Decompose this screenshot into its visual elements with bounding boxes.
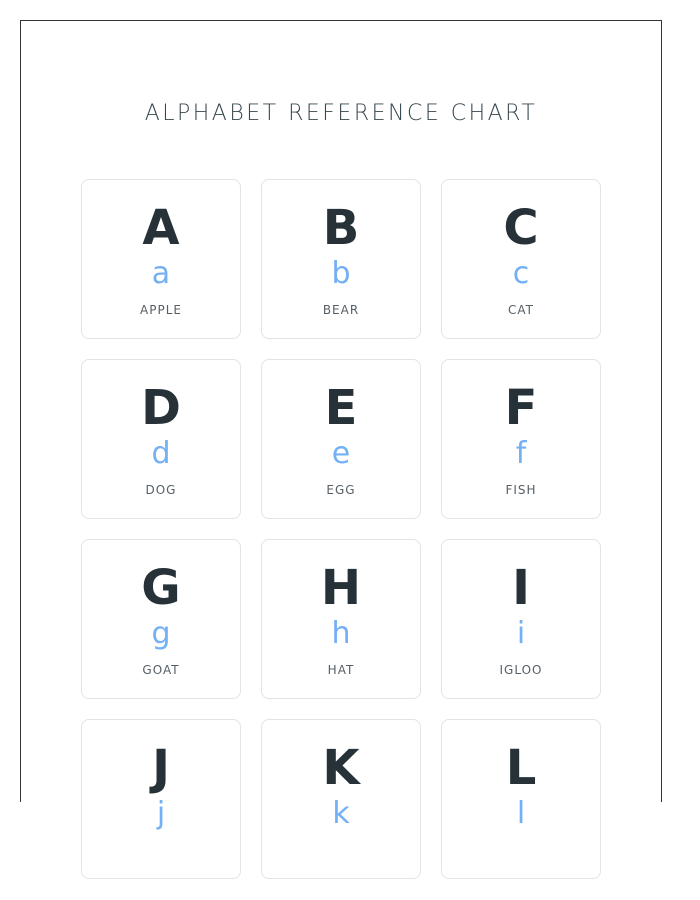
uppercase-letter: E bbox=[324, 380, 358, 436]
lowercase-letter: e bbox=[331, 436, 351, 471]
uppercase-letter: C bbox=[503, 200, 539, 256]
example-word: IGLOO bbox=[499, 663, 543, 677]
example-word: DOG bbox=[145, 483, 177, 497]
letter-card bbox=[441, 719, 601, 879]
example-word: BEAR bbox=[322, 303, 360, 317]
lowercase-letter: l bbox=[516, 796, 526, 831]
uppercase-letter: B bbox=[322, 200, 360, 256]
uppercase-letter: K bbox=[322, 740, 360, 796]
lowercase-letter: d bbox=[151, 436, 171, 471]
letter-card bbox=[81, 179, 241, 339]
letter-card bbox=[261, 359, 421, 519]
chart-viewport bbox=[20, 20, 662, 831]
lowercase-letter: k bbox=[332, 796, 350, 831]
letter-card bbox=[441, 359, 601, 519]
example-word: HAT bbox=[327, 663, 355, 677]
page-title: ALPHABET REFERENCE CHART bbox=[144, 101, 538, 126]
letter-card bbox=[261, 539, 421, 699]
letter-card bbox=[441, 539, 601, 699]
uppercase-letter: I bbox=[512, 560, 530, 616]
letter-card bbox=[441, 179, 601, 339]
uppercase-letter: G bbox=[141, 560, 181, 616]
example-word: CAT bbox=[508, 303, 534, 317]
example-word: FISH bbox=[505, 483, 537, 497]
uppercase-letter: H bbox=[320, 560, 362, 616]
uppercase-letter: D bbox=[141, 380, 181, 436]
letter-card bbox=[261, 179, 421, 339]
example-word: APPLE bbox=[140, 303, 182, 317]
uppercase-letter: J bbox=[152, 740, 170, 796]
lowercase-letter: c bbox=[512, 256, 530, 291]
letter-card bbox=[261, 719, 421, 879]
uppercase-letter: L bbox=[505, 740, 537, 796]
uppercase-letter: F bbox=[504, 380, 538, 436]
lowercase-letter: f bbox=[515, 436, 527, 471]
letter-grid bbox=[81, 179, 601, 879]
lowercase-letter: h bbox=[331, 616, 351, 651]
letter-card bbox=[81, 719, 241, 879]
example-word: EGG bbox=[326, 483, 356, 497]
lowercase-letter: i bbox=[516, 616, 526, 651]
lowercase-letter: g bbox=[151, 616, 171, 651]
lowercase-letter: b bbox=[331, 256, 351, 291]
example-word: GOAT bbox=[142, 663, 180, 677]
lowercase-letter: a bbox=[151, 256, 171, 291]
uppercase-letter: A bbox=[142, 200, 180, 256]
letter-card bbox=[81, 539, 241, 699]
letter-card bbox=[81, 359, 241, 519]
lowercase-letter: j bbox=[156, 796, 166, 831]
